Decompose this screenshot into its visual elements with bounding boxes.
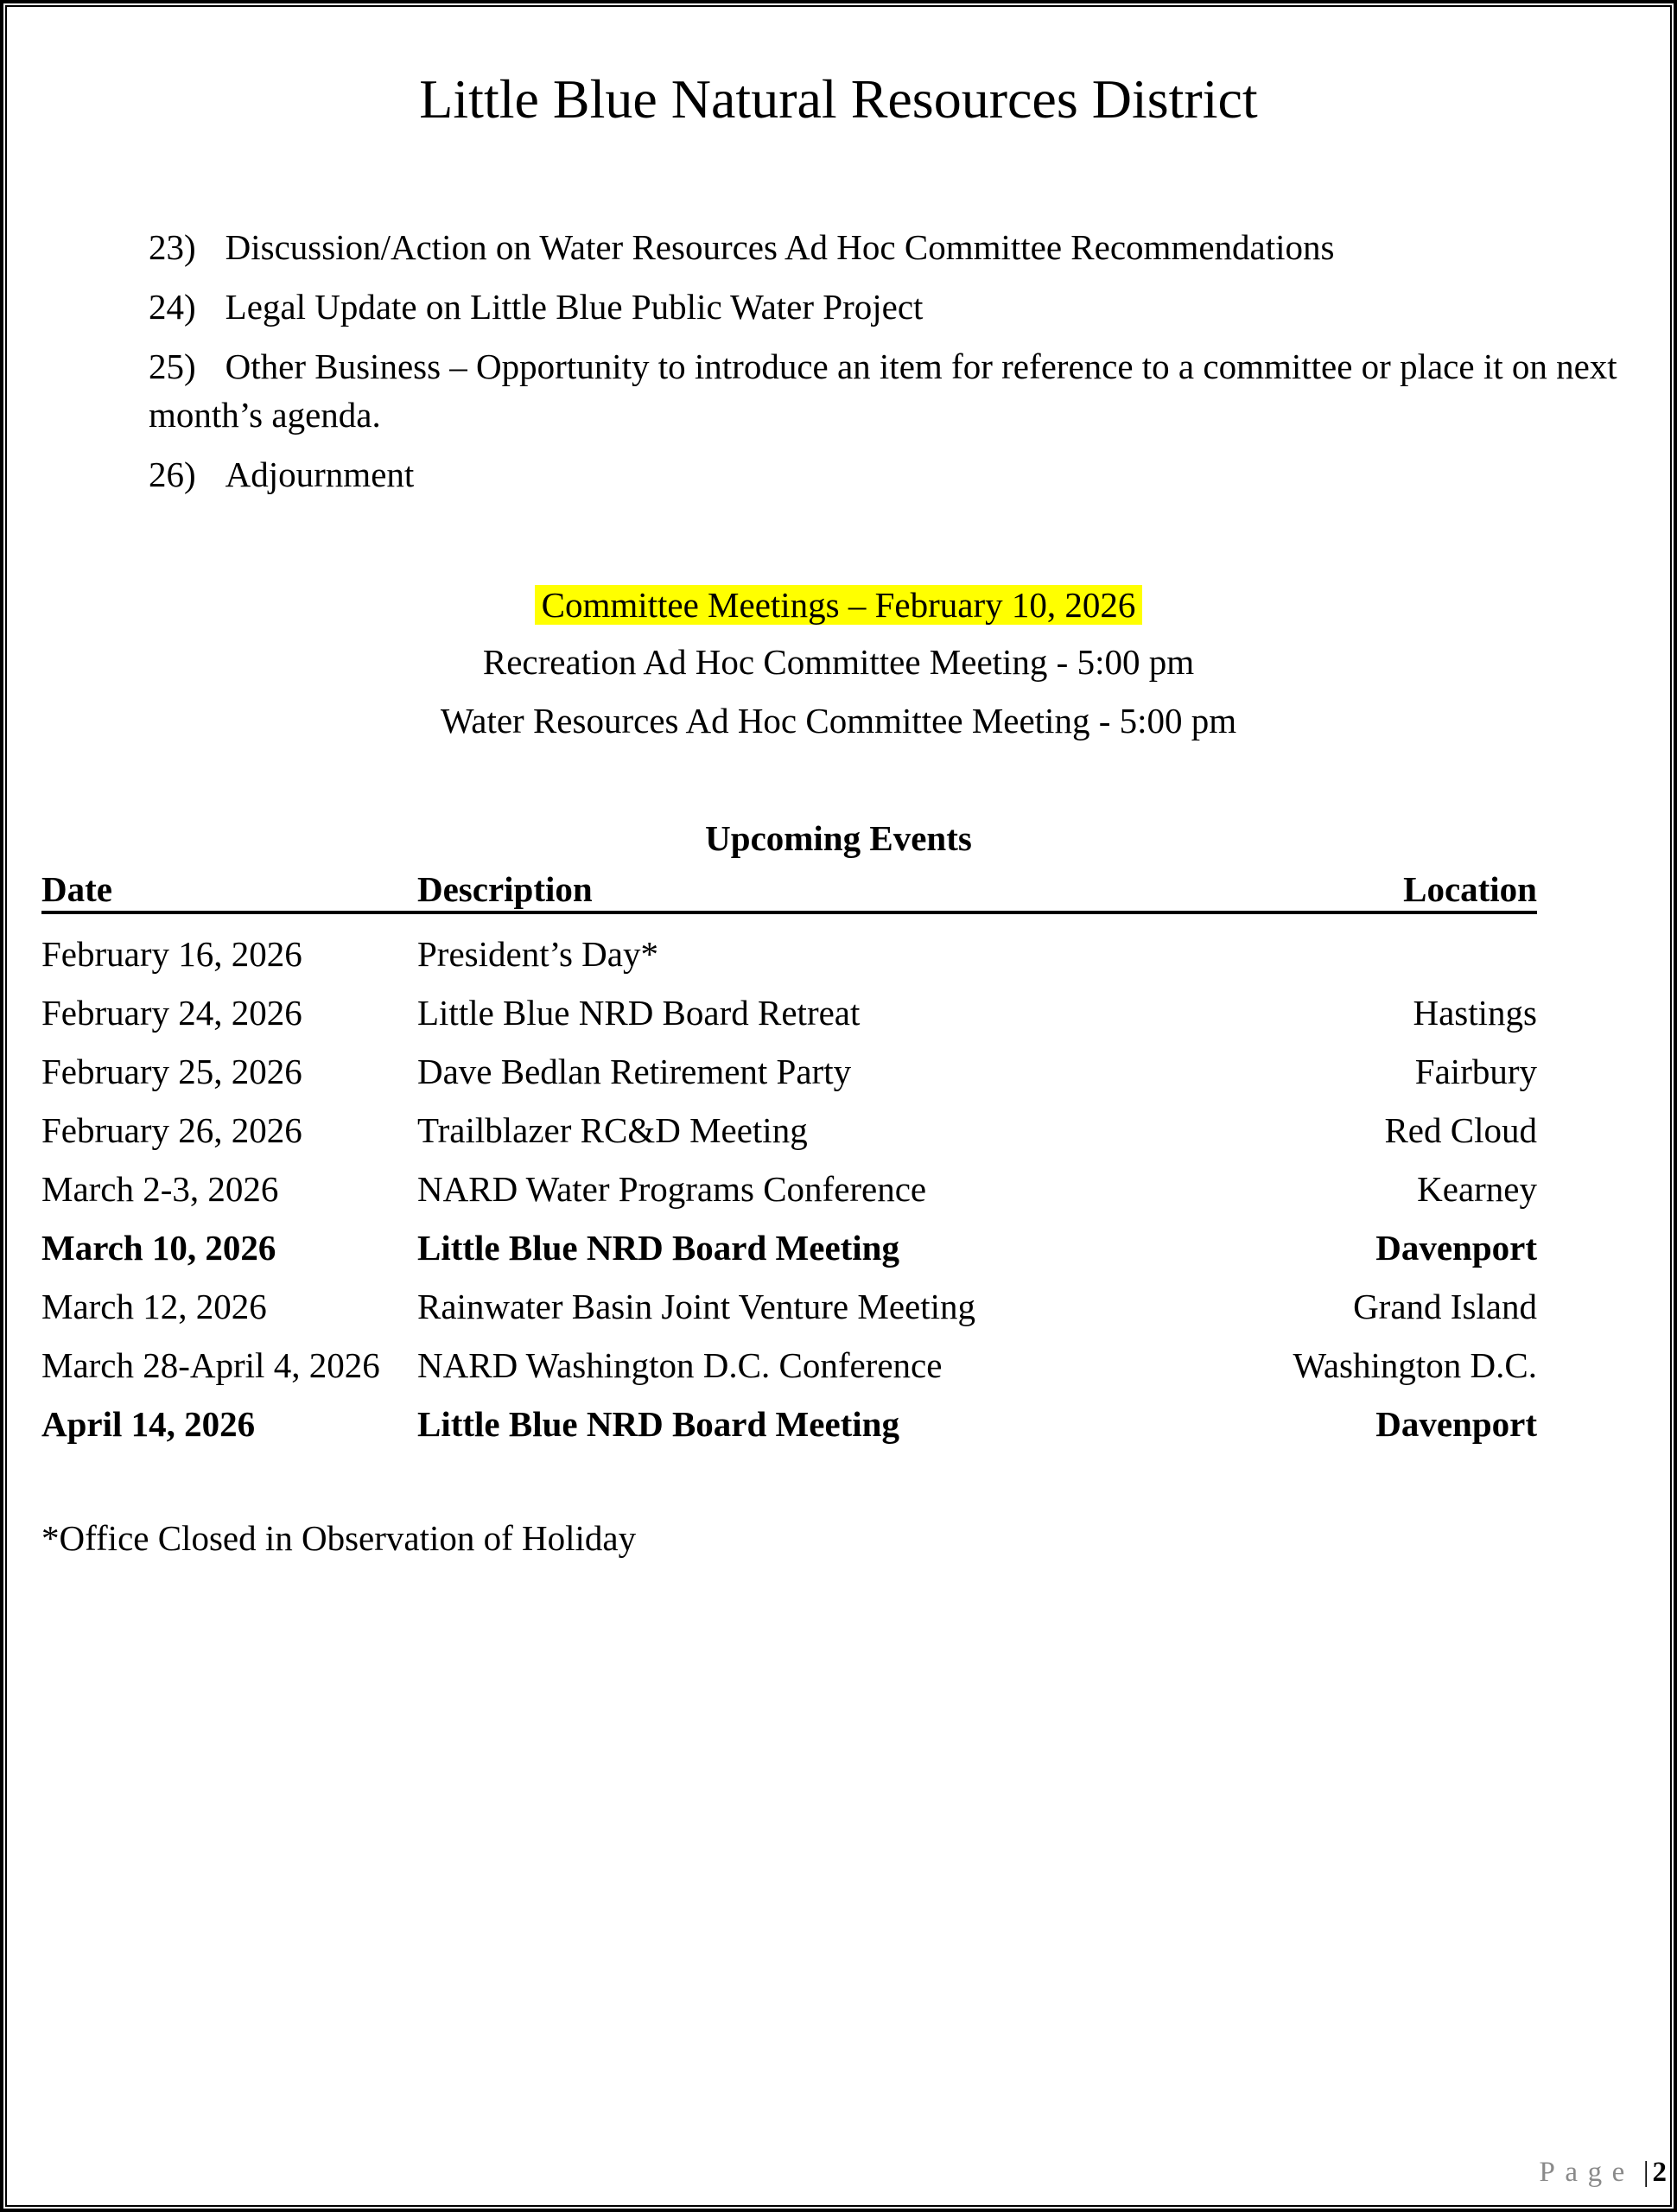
committee-meeting-lines (41, 638, 1636, 745)
event-location: Red Cloud (1384, 1110, 1537, 1150)
event-location: Davenport (1375, 1404, 1537, 1444)
events-table-body (41, 925, 1636, 1453)
event-location: Washington D.C. (1293, 1345, 1537, 1385)
agenda-item-text: Other Business – Opportunity to introduce an item for reference to a committee or place it on next month’s agenda. (149, 346, 1617, 435)
event-row (41, 925, 1537, 983)
event-date: March 2-3, 2026 (41, 1169, 279, 1209)
committee-meeting-line: Water Resources Ad Hoc Committee Meeting - 5:00 pm (440, 701, 1237, 741)
event-description: NARD Water Programs Conference (417, 1169, 927, 1209)
event-date: March 10, 2026 (41, 1228, 276, 1268)
event-description: Dave Bedlan Retirement Party (417, 1052, 852, 1091)
event-description: NARD Washington D.C. Conference (417, 1345, 943, 1385)
agenda-item-text: Legal Update on Little Blue Public Water Project (225, 287, 924, 327)
agenda-item-number: 25) (149, 346, 196, 386)
committee-meetings-section (41, 581, 1636, 745)
event-description: Little Blue NRD Board Meeting (417, 1228, 899, 1268)
agenda-item-text: Discussion/Action on Water Resources Ad Hoc Committee Recommendations (225, 227, 1335, 267)
event-description: President’s Day* (417, 934, 658, 974)
page-title: Little Blue Natural Resources District (419, 68, 1258, 130)
event-row (41, 1160, 1537, 1218)
column-header-location: Location (1403, 869, 1537, 909)
event-location: Hastings (1413, 993, 1537, 1033)
events-table-header (41, 868, 1537, 914)
event-location: Fairbury (1414, 1052, 1537, 1091)
column-header-date: Date (41, 869, 112, 909)
upcoming-events-heading: Upcoming Events (705, 818, 972, 858)
event-row (41, 983, 1537, 1042)
event-row (41, 1336, 1537, 1395)
agenda-item-number: 24) (149, 287, 196, 327)
event-date: March 12, 2026 (41, 1287, 267, 1326)
agenda-item-text: Adjournment (225, 454, 415, 494)
event-location: Kearney (1417, 1169, 1537, 1209)
column-header-description: Description (417, 869, 593, 909)
agenda-item-number: 26) (149, 454, 196, 494)
holiday-footnote: *Office Closed in Observation of Holiday (41, 1518, 637, 1558)
event-date: February 26, 2026 (41, 1110, 302, 1150)
event-date: February 25, 2026 (41, 1052, 302, 1091)
event-row (41, 1277, 1537, 1336)
event-description: Little Blue NRD Board Meeting (417, 1404, 899, 1444)
event-row (41, 1218, 1537, 1277)
event-date: March 28-April 4, 2026 (41, 1345, 380, 1385)
agenda-item-number: 23) (149, 227, 196, 267)
event-row (41, 1101, 1537, 1160)
event-description: Rainwater Basin Joint Venture Meeting (417, 1287, 976, 1326)
page-number: 2 (1652, 2157, 1667, 2188)
event-description: Little Blue NRD Board Retreat (417, 993, 861, 1033)
event-date: February 24, 2026 (41, 993, 302, 1033)
event-row (41, 1042, 1537, 1101)
event-date: April 14, 2026 (41, 1404, 256, 1444)
agenda-item (149, 342, 1636, 439)
upcoming-events-section (41, 814, 1636, 1453)
agenda-item (149, 223, 1636, 271)
event-row (41, 1395, 1537, 1453)
highlighted-text: Committee Meetings – February 10, 2026 (535, 585, 1143, 625)
event-location: Grand Island (1353, 1287, 1537, 1326)
page-footer-separator: | (1642, 2157, 1649, 2188)
committee-meeting-line: Recreation Ad Hoc Committee Meeting - 5:00 pm (482, 642, 1195, 682)
agenda-item (149, 450, 1636, 499)
agenda-list (41, 223, 1636, 499)
event-date: February 16, 2026 (41, 934, 302, 974)
agenda-item (149, 283, 1636, 331)
page-footer-label: Page (1539, 2157, 1635, 2188)
page-content (10, 10, 1667, 2202)
committee-meetings-heading (41, 581, 1636, 629)
event-description: Trailblazer RC&D Meeting (417, 1110, 808, 1150)
event-location: Davenport (1375, 1228, 1537, 1268)
page-footer (1540, 2155, 1667, 2190)
